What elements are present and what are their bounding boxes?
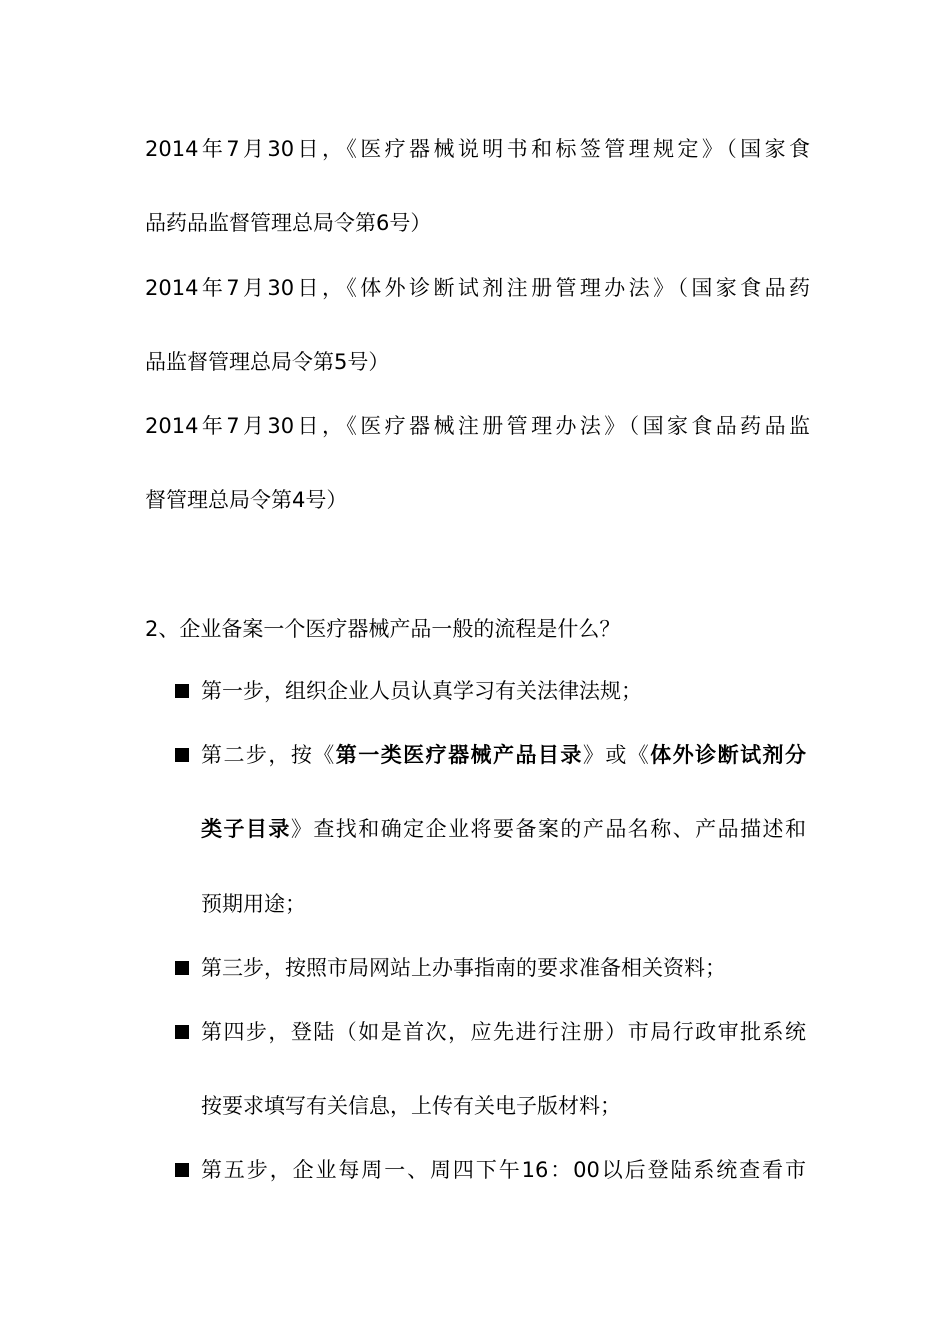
bullet-square-icon [175,961,189,975]
step-2-line-3: 预期用途； [201,892,306,916]
regulation-1-line-2: 品药品监督管理总局令第6号） [145,211,432,235]
step-4-line-1: 第四步，登陆（如是首次，应先进行注册）市局行政审批系统 [201,1020,806,1044]
bullet-square-icon [175,1025,189,1039]
regulation-2-line-1: 2014年7月30日，《体外诊断试剂注册管理办法》（国家食品药 [145,276,810,300]
step-5-line-1: 第五步，企业每周一、周四下午16：00以后登陆系统查看市 [201,1158,806,1182]
step-2-prefix: 第二步，按《 [201,743,336,767]
step-2-catalog-name-2a: 体外诊断试剂分 [650,743,807,767]
regulation-3-line-2: 督管理总局令第4号） [145,488,348,512]
step-2-line-1 [201,740,806,770]
step-2-catalog-name-1: 第一类医疗器械产品目录 [335,743,583,767]
question-heading: 2、企业备案一个医疗器械产品一般的流程是什么？ [145,617,621,641]
regulation-1-line-1: 2014年7月30日，《医疗器械说明书和标签管理规定》（国家食 [145,137,810,161]
step-3-text: 第三步，按照市局网站上办事指南的要求准备相关资料； [201,956,726,980]
step-2-line-2-rest: 》查找和确定企业将要备案的产品名称、产品描述和 [290,817,807,841]
regulation-3-line-1: 2014年7月30日，《医疗器械注册管理办法》（国家食品药品监 [145,414,810,438]
step-2-line-2 [201,814,806,844]
regulation-2-line-2: 品监督管理总局令第5号） [145,350,390,374]
bullet-square-icon [175,748,189,762]
step-4-line-2: 按要求填写有关信息，上传有关电子版材料； [201,1094,621,1118]
step-1-text: 第一步，组织企业人员认真学习有关法律法规； [201,679,642,703]
step-2-mid: 》或《 [582,743,651,767]
step-2-catalog-name-2b: 类子目录 [201,817,291,841]
bullet-square-icon [175,1163,189,1177]
bullet-square-icon [175,684,189,698]
